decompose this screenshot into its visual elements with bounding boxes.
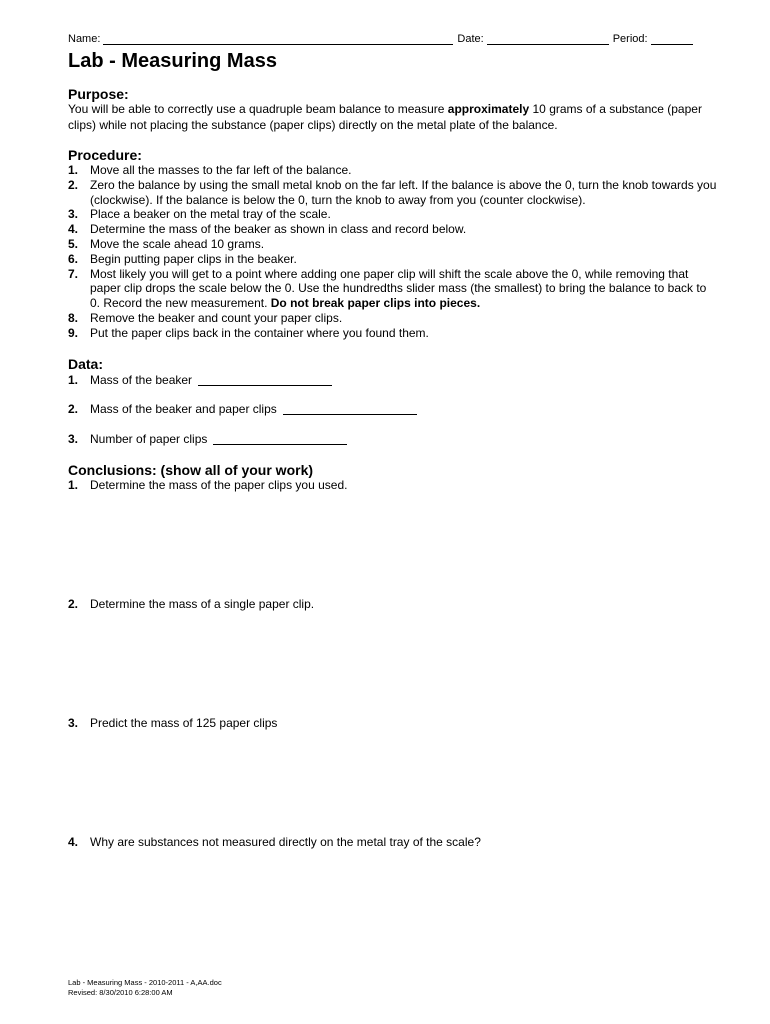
procedure-heading: Procedure: <box>68 147 142 163</box>
footer <box>68 978 222 998</box>
name-label: Name: <box>68 33 101 45</box>
list-item: 9. Put the paper clips back in the container where you found them. <box>68 325 429 340</box>
conclusion-item: 2. Determine the mass of a single paper clip. <box>68 597 315 611</box>
purpose-text: You will be able to correctly use a quadruple beam balance to measure approximately 10 grams of a substance (paper clips) while not placing the substance (paper clips) directly on the metal plate of the balance. <box>68 102 702 132</box>
list-item: 4. Determine the mass of the beaker as shown in class and record below. <box>68 222 467 237</box>
list-item: 2. Zero the balance by using the small metal knob on the far left. If the balance is above the 0, turn the knob towards you (clockwise). If the balance is below the 0, turn the knob to away from you (counter clockwise). <box>68 177 717 207</box>
period-field[interactable] <box>651 33 693 45</box>
header-fields <box>68 33 700 45</box>
beaker-clips-mass-blank[interactable] <box>283 402 417 415</box>
data-heading: Data: <box>68 356 104 372</box>
list-item: 6. Begin putting paper clips in the beaker. <box>68 251 297 266</box>
footer-filename: Lab - Measuring Mass - 2010-2011 - A,AA.doc <box>68 978 222 987</box>
date-field[interactable] <box>487 33 609 45</box>
data-item-clip-count: 3. Number of paper clips <box>68 432 347 446</box>
date-label: Date: <box>457 33 484 45</box>
period-label: Period: <box>612 33 648 45</box>
conclusion-item: 1. Determine the mass of the paper clips you used. <box>68 478 348 492</box>
list-item: 3. Place a beaker on the metal tray of the scale. <box>68 207 331 222</box>
data-item-beaker-clips: 2. Mass of the beaker and paper clips <box>68 402 417 416</box>
conclusion-item: 4. Why are substances not measured directly on the metal tray of the scale? <box>68 835 481 849</box>
conclusion-item: 3. Predict the mass of 125 paper clips <box>68 716 278 730</box>
conclusions-heading: Conclusions: (show all of your work) <box>68 462 314 478</box>
list-item: 7. Most likely you will get to a point where adding one paper clip will shift the scale above the 0, while removing that paper clip drops the scale below the 0. Use the hundredths slider mass (the smallest) to bring the balance to back to 0. Record the new measurement. Do not break paper clips into pieces. <box>68 266 707 311</box>
page-title: Lab - Measuring Mass <box>68 50 277 72</box>
list-item: 1. Move all the masses to the far left of the balance. <box>68 163 352 177</box>
data-item-beaker: 1. Mass of the beaker <box>68 373 332 387</box>
list-item: 8. Remove the beaker and count your paper clips. <box>68 310 343 325</box>
beaker-mass-blank[interactable] <box>198 373 332 386</box>
list-item: 5. Move the scale ahead 10 grams. <box>68 236 265 251</box>
purpose-heading: Purpose: <box>68 86 129 102</box>
clip-count-blank[interactable] <box>213 432 347 445</box>
name-field[interactable] <box>103 33 453 45</box>
footer-revised: Revised: 8/30/2010 6:28:00 AM <box>68 988 173 997</box>
procedure-list <box>68 163 718 341</box>
